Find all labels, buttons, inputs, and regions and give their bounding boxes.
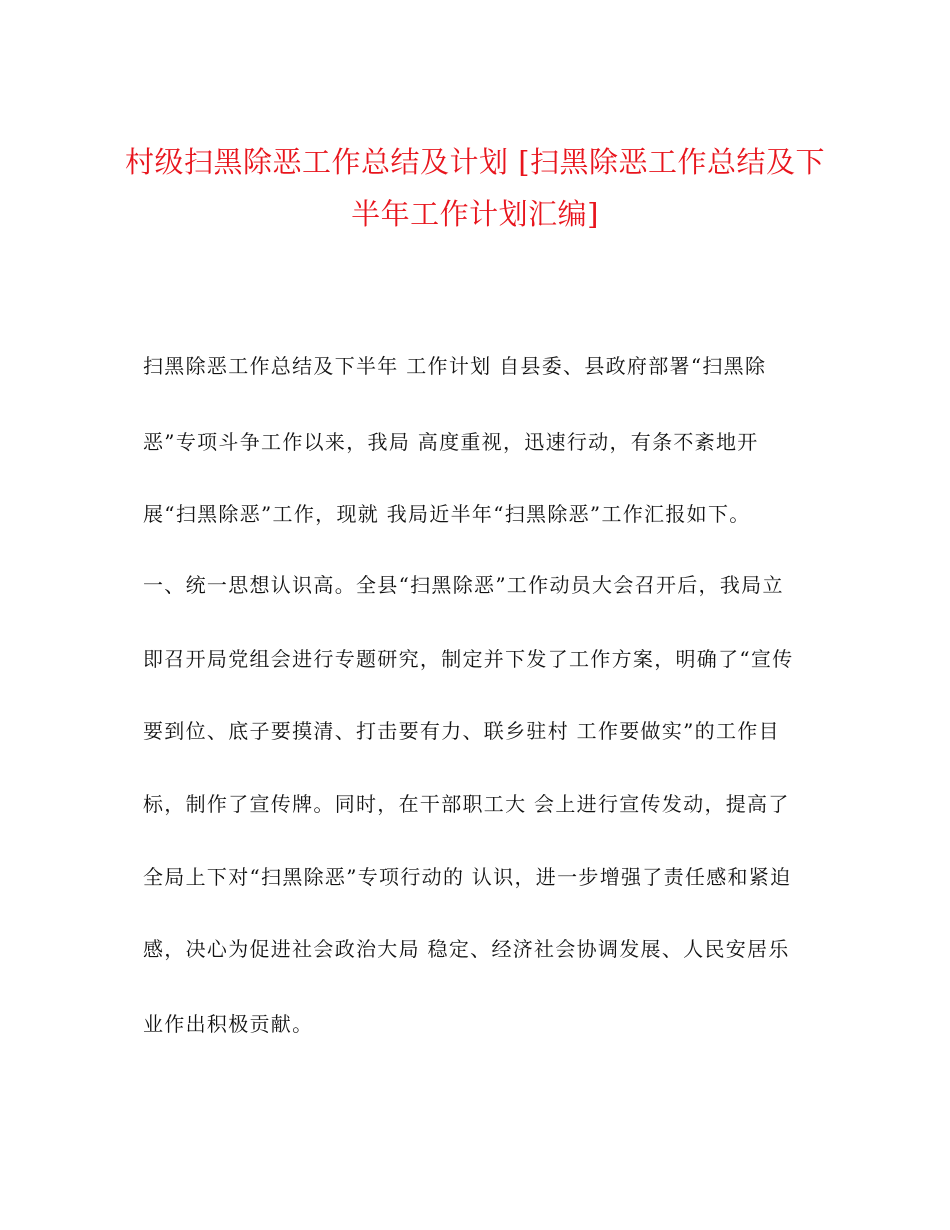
body-line: 标，制作了宣传牌。同时，在干部职工大 会上进行宣传发动，提高了	[143, 792, 790, 816]
body-line: 感，决心为促进社会政治大局 稳定、经济社会协调发展、人民安居乐	[143, 937, 790, 961]
body-line: 恶”专项斗争工作以来，我局 高度重视，迅速行动，有条不紊地开	[143, 430, 759, 454]
title-line: 村级扫黑除恶工作总结及计划 [扫黑除恶工作总结及下	[124, 145, 826, 179]
body-line: 一、统一思想认识高。全县“扫黑除恶”工作动员大会召开后，我局立	[143, 573, 784, 597]
body-line: 扫黑除恶工作总结及下半年 工作计划 自县委、县政府部署“扫黑除	[143, 354, 767, 378]
body-line: 要到位、底子要摸清、打击要有力、联乡驻村 工作要做实”的工作目	[143, 719, 780, 743]
body-line: 业作出积极贡献。	[143, 1012, 314, 1036]
body-line: 展“扫黑除恶”工作，现就 我局近半年“扫黑除恶”工作汇报如下。	[143, 502, 751, 526]
title-line: 半年工作计划汇编]	[351, 197, 599, 231]
body-line: 全局上下对“扫黑除恶”专项行动的 认识，进一步增强了责任感和紧迫	[143, 865, 792, 889]
body-line: 即召开局党组会进行专题研究，制定并下发了工作方案，明确了“宣传	[143, 647, 794, 671]
